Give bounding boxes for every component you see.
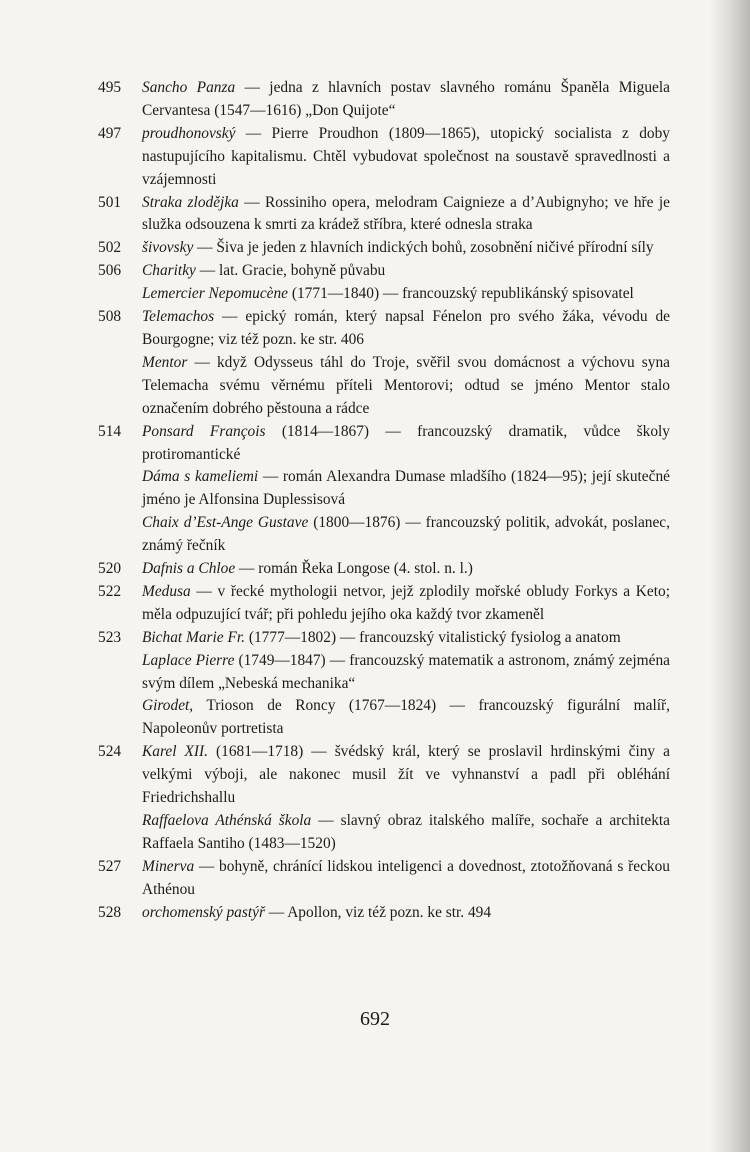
note-term: Karel XII. <box>142 743 209 761</box>
note-entry <box>98 512 670 558</box>
note-text: (1800—1876) — francouzský politik, advokát, poslanec, známý řečník <box>142 514 670 555</box>
note-term: Chaix d’Est-Ange Gustave <box>142 514 309 532</box>
note-text: (1777—1802) — francouzský vitalistický fysiolog a anatom <box>245 628 621 646</box>
note-page-ref: 522 <box>98 582 122 600</box>
note-text: Trioson de Roncy (1767—1824) — francouzský figurální malíř, Napoleonův portretista <box>142 697 670 738</box>
note-term: Sancho Panza <box>142 79 236 96</box>
note-entry <box>98 237 670 260</box>
note-text: — Rossiniho opera, melodram Caignieze a d’Aubignyho; ve hře je služka odsouzena k smrti za krádež stříbra, které odnesla straka <box>142 193 670 234</box>
note-term: Telemachos <box>142 308 215 326</box>
note-entry <box>98 192 670 238</box>
notes-column <box>98 77 670 925</box>
note-term: Charitky <box>142 262 196 280</box>
note-text: — Pierre Proudhon (1809—1865), utopický socialista z doby nastupujícího kapitalismu. Chtěl vybudovat společnost na soustavě spravedlnosti a vzájemnosti <box>142 124 670 188</box>
note-text: — epický román, který napsal Fénelon pro svého žáka, vévodu de Bourgogne; viz též pozn. ke str. 406 <box>142 308 670 348</box>
note-entry <box>98 123 670 192</box>
note-term: Girodet, <box>142 697 194 715</box>
note-term: proudhonovský <box>142 124 236 142</box>
note-text: (1771—1840) — francouzský republikánský spisovatel <box>288 285 634 303</box>
note-entry <box>98 421 670 467</box>
note-page-ref: 527 <box>98 857 122 875</box>
note-text: — když Odysseus táhl do Troje, svěřil svou domácnost a výchovu syna Telemacha svému věrnému příteli Mentorovi; odtud se jméno Mentor stalo označením dobrého pěstouna a rádce <box>142 353 670 417</box>
page-number: 692 <box>360 1008 390 1030</box>
note-term: Mentor <box>142 353 188 371</box>
note-entry <box>98 283 670 306</box>
note-term: Raffaelova Athénská škola <box>142 812 312 829</box>
note-entry <box>98 856 670 902</box>
note-text: (1749—1847) — francouzský matematik a astronom, známý zejména svým dílem „Nebeská mechanika“ <box>142 651 670 692</box>
note-term: Bichat Marie Fr. <box>142 628 246 646</box>
note-text: — jedna z hlavních postav slavného románu Španěla Miguela Cervantesa (1547—1616) „Don Quijote“ <box>142 79 670 119</box>
note-term: Minerva <box>142 857 195 875</box>
note-text: — román Alexandra Dumase mladšího (1824—95); její skutečné jméno je Alfonsina Duplessisová <box>142 468 670 509</box>
note-page-ref: 506 <box>98 262 122 280</box>
note-page-ref: 497 <box>98 124 122 142</box>
note-text: — román Řeka Longose (4. stol. n. l.) <box>235 560 473 578</box>
note-entry <box>98 352 670 421</box>
note-page-ref: 524 <box>98 743 122 761</box>
note-entry <box>98 741 670 810</box>
note-text: (1814—1867) — francouzský dramatik, vůdce školy protiromantické <box>142 422 671 463</box>
note-page-ref: 495 <box>98 79 122 96</box>
note-term: Dáma s kameliemi <box>142 468 259 486</box>
note-text: — bohyně, chránící lidskou inteligenci a dovednost, ztotožňovaná s řeckou Athénou <box>142 857 670 898</box>
note-entry <box>98 695 670 741</box>
page-edge-shadow <box>710 0 750 1152</box>
note-text: — lat. Gracie, bohyně půvabu <box>195 262 386 280</box>
note-entry <box>98 650 670 696</box>
note-entry <box>98 902 670 925</box>
note-term: Straka zlodějka <box>142 193 239 211</box>
note-page-ref: 501 <box>98 193 122 211</box>
note-entry <box>98 77 670 123</box>
note-entry <box>98 581 670 627</box>
note-term: Medusa <box>142 582 191 600</box>
note-page-ref: 514 <box>98 422 122 440</box>
note-entry <box>98 306 670 352</box>
note-term: šivovsky <box>142 239 194 257</box>
note-page-ref: 528 <box>98 903 122 921</box>
note-term: Laplace Pierre <box>142 651 235 669</box>
note-term: orchomenský pastýř <box>142 903 265 921</box>
note-page-ref: 508 <box>98 308 122 326</box>
note-text: — Apollon, viz též pozn. ke str. 494 <box>264 903 492 921</box>
note-term: Ponsard François <box>142 422 266 440</box>
note-text: — slavný obraz italského malíře, sochaře a architekta Raffaela Santiho (1483—1520) <box>142 812 670 852</box>
note-page-ref: 502 <box>98 239 122 257</box>
note-entry <box>98 627 670 650</box>
note-term: Lemercier Nepomucène <box>142 285 289 303</box>
note-entry <box>98 558 670 581</box>
note-entry <box>98 810 670 856</box>
note-page-ref: 520 <box>98 560 122 578</box>
note-text: — Šiva je jeden z hlavních indických bohů, zosobnění ničivé přírodní síly <box>193 239 654 257</box>
note-text: — v řecké mythologii netvor, jejž zplodily mořské obludy Forkys a Keto; měla odpuzující tvář; při pohledu jejího oka každý tvor zkameněl <box>142 582 670 623</box>
note-entry <box>98 260 670 283</box>
note-entry <box>98 466 670 512</box>
note-term: Dafnis a Chloe <box>142 560 236 578</box>
note-text: (1681—1718) — švédský král, který se proslavil hrdinskými činy a velkými výboji, ale nakonec musil žít ve vyhnanství a padl při obléhání Friedrichshallu <box>142 743 670 807</box>
note-page-ref: 523 <box>98 628 122 646</box>
